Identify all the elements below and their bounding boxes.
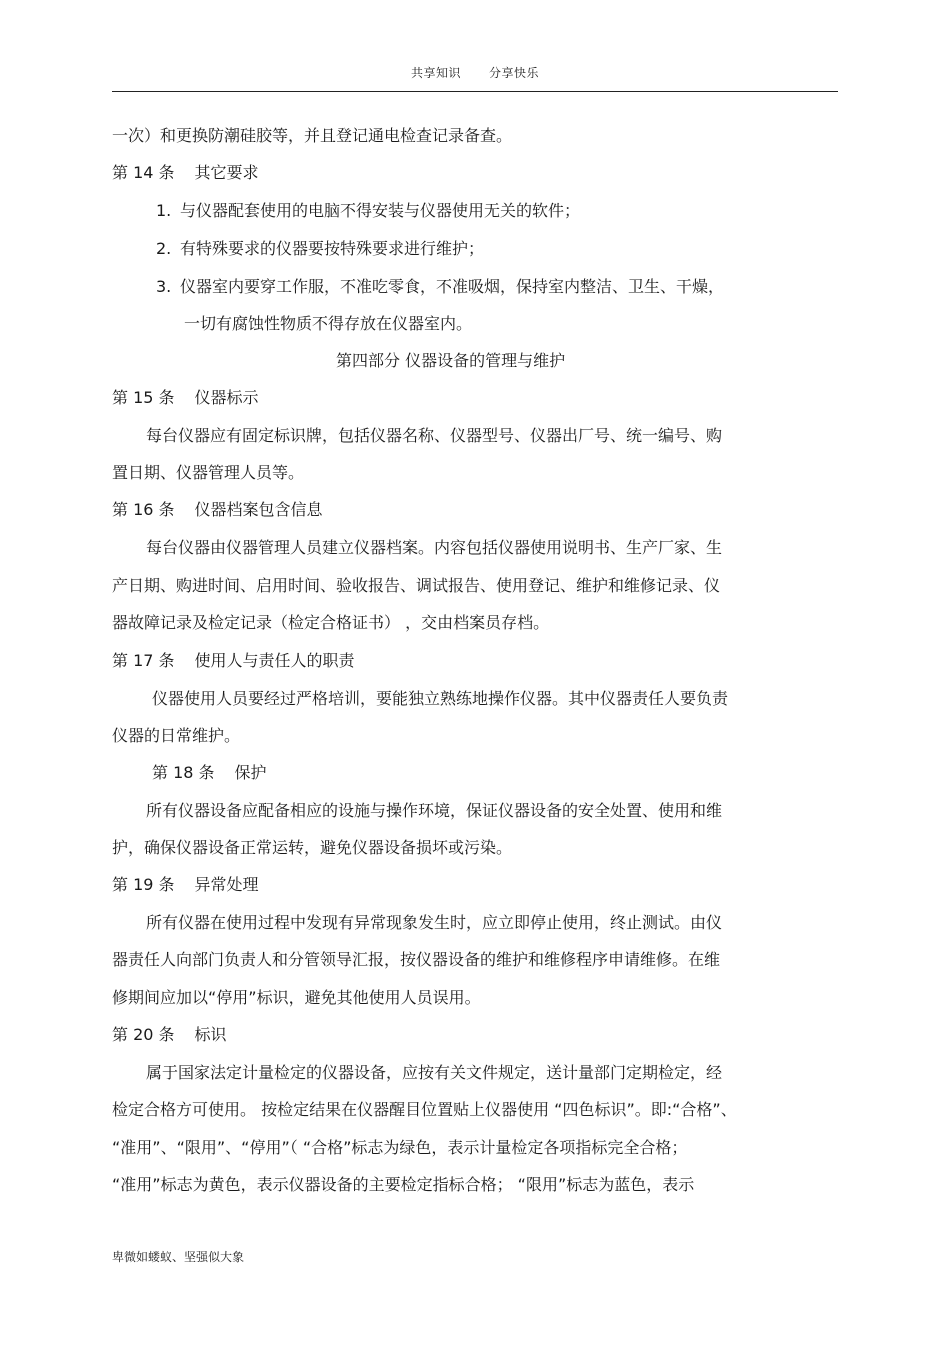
list-item [156, 239, 484, 259]
text-line: 器责任人向部门负责人和分管领导汇报，按仪器设备的维护和维修程序申请维修。在维 [112, 950, 721, 969]
page-header [112, 64, 838, 92]
text-line: 每台仪器由仪器管理人员建立仪器档案。内容包括仪器使用说明书、生产厂家、生 [146, 538, 723, 557]
text-line: 所有仪器设备应配备相应的设施与操作环境，保证仪器设备的安全处置、使用和维 [146, 801, 723, 820]
text-line: 仪器使用人员要经过严格培训，要能独立熟练地操作仪器。其中仪器责任人要负责 [152, 689, 729, 708]
article-title: 异常处理 [194, 875, 259, 894]
article-number: 第 20 条 [112, 1025, 175, 1044]
article-number: 第 19 条 [112, 875, 175, 894]
text-line: 每台仪器应有固定标识牌，包括仪器名称、仪器型号、仪器出厂号、统一编号、购 [146, 426, 723, 445]
article-19-heading [112, 875, 259, 895]
article-title: 其它要求 [194, 163, 259, 182]
list-number: 1. [156, 201, 172, 220]
text-line: “准用”、“限用”、“停用”（ “合格”标志为绿色，表示计量检定各项指标完全合格； [112, 1138, 688, 1157]
article-16-heading [112, 500, 323, 520]
article-number: 第 15 条 [112, 388, 175, 407]
text-line: 一次）和更换防潮硅胶等，并且登记通电检查记录备查。 [112, 126, 513, 145]
text-line: 修期间应加以“停用”标识，避免其他使用人员误用。 [112, 988, 481, 1007]
page-footer: 卑微如蝼蚁、坚强似大象 [112, 1250, 245, 1264]
part-heading: 第四部分 仪器设备的管理与维护 [336, 351, 566, 370]
list-number: 3. [156, 277, 172, 296]
article-title: 标识 [194, 1025, 227, 1044]
text-line: 检定合格方可使用。 按检定结果在仪器醒目位置贴上仪器使用 “四色标识”。即:“合格”、 [112, 1100, 737, 1119]
text-line: 器故障记录及检定记录（检定合格证书） ，交由档案员存档。 [112, 613, 550, 632]
list-text: 有特殊要求的仪器要按特殊要求进行维护； [180, 239, 485, 258]
article-title: 仪器标示 [194, 388, 259, 407]
article-number: 第 17 条 [112, 651, 175, 670]
text-line: 产日期、购进时间、启用时间、验收报告、调试报告、使用登记、维护和维修记录、仪 [112, 576, 721, 595]
article-number: 第 14 条 [112, 163, 175, 182]
article-title: 仪器档案包含信息 [194, 500, 323, 519]
list-item-continuation: 一切有腐蚀性物质不得存放在仪器室内。 [184, 314, 473, 333]
list-item [156, 201, 580, 221]
text-line: 所有仪器在使用过程中发现有异常现象发生时，应立即停止使用，终止测试。由仪 [146, 913, 723, 932]
article-14-heading [112, 163, 259, 183]
article-title: 使用人与责任人的职责 [194, 651, 355, 670]
article-18-heading [152, 763, 267, 783]
header-left-text: 共享知识 [410, 66, 461, 80]
text-line: 护，确保仪器设备正常运转，避免仪器设备损坏或污染。 [112, 838, 513, 857]
list-text: 与仪器配套使用的电脑不得安装与仪器使用无关的软件； [180, 201, 581, 220]
article-number: 第 18 条 [152, 763, 215, 782]
list-text: 仪器室内要穿工作服，不准吃零食，不准吸烟，保持室内整洁、卫生、干燥， [180, 277, 725, 296]
article-number: 第 16 条 [112, 500, 175, 519]
article-15-heading [112, 388, 259, 408]
text-line: 属于国家法定计量检定的仪器设备，应按有关文件规定，送计量部门定期检定，经 [146, 1063, 723, 1082]
header-right-text: 分享快乐 [489, 66, 540, 80]
list-item [156, 277, 724, 297]
article-20-heading [112, 1025, 227, 1045]
text-line: “准用”标志为黄色，表示仪器设备的主要检定指标合格； “限用”标志为蓝色，表示 [112, 1175, 695, 1194]
article-17-heading [112, 651, 355, 671]
text-line: 仪器的日常维护。 [112, 726, 241, 745]
list-number: 2. [156, 239, 172, 258]
text-line: 置日期、仪器管理人员等。 [112, 463, 305, 482]
article-title: 保护 [234, 763, 267, 782]
